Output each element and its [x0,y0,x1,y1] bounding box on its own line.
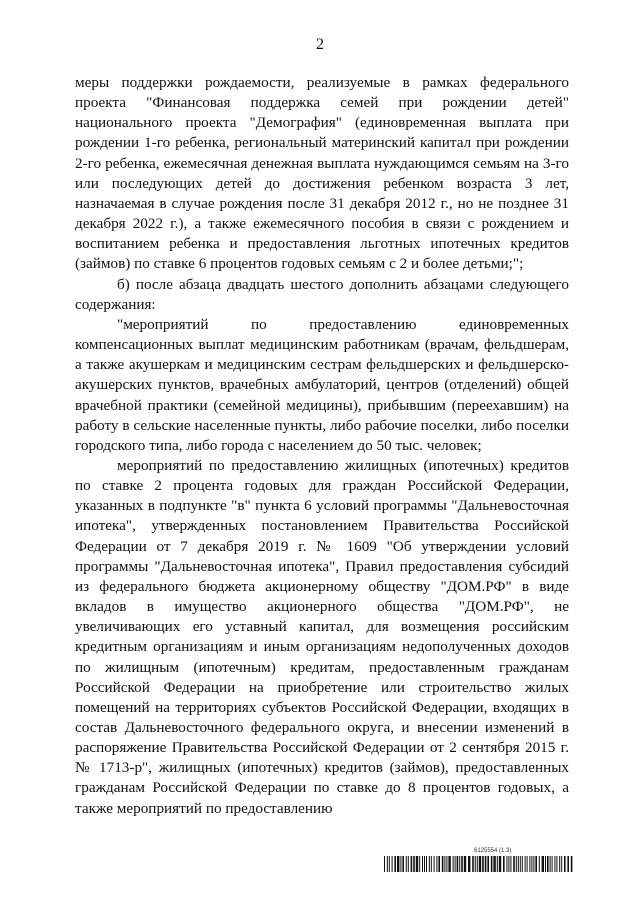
document-code: 6125554 (1.3) [474,848,512,854]
page-number: 2 [316,36,324,53]
document-body [75,73,569,819]
barcode-icon [384,856,574,872]
paragraph-measures-continuation: меры поддержки рождаемости, реализуемые в рамках федерального проекта "Финансовая поддержка семей при рождении детей" национального проекта "Демография" (единовременная выплата при рождении 1-го ребенка, региональный материнский капитал при рождении 2-го ребенка, ежемесячная денежная выплата нуждающимся семьям на 3-го или последующих детей до достижения ребенком возраста 3 лет, назначаемая в случае рождения после 31 декабря 2012 г., но не позднее 31 декабря 2022 г.), а также ежемесячного пособия в связи с рождением и воспитанием ребенка и предоставления льготных ипотечных кредитов (займов) по ставке 6 процентов годовых семьям с 2 и более детьми;"; [75,74,569,273]
paragraph-medical-payments: "мероприятий по предоставлению единовременных компенсационных выплат медицинским работникам (врачам, фельдшерам, а также акушеркам и медицинским сестрам фельдшерских и фельдшерско-акушерских пунктов, врачебных амбулаторий, центров (отделений) общей врачебной практики (семейной медицины), прибывшим (переехавшим) на работу в сельские населенные пункты, либо рабочие поселки, либо поселки городского типа, либо города с населением до 50 тыс. человек; [75,315,569,454]
paragraph-mortgage-measures: мероприятий по предоставлению жилищных (ипотечных) кредитов по ставке 2 процента годовых для граждан Российской Федерации, указанных в подпункте "в" пункта 6 условий программы "Дальневосточная ипотека", утвержденных постановлением Правительства Российской Федерации от 7 декабря 2019 г. № 1609 "Об утверждении условий программы "Дальневосточная ипотека", Правил предоставления субсидий из федерального бюджета акционерному обществу "ДОМ.РФ" в виде вкладов в имущество акционерного общества "ДОМ.РФ", не увеличивающих его уставный капитал, для возмещения российским кредитным организациям и иным организациям недополученных доходов по жилищным (ипотечным) кредитам, предоставленным гражданам Российской Федерации на приобретение или строительство жилых помещений на территориях субъектов Российской Федерации, входящих в состав Дальневосточного федерального округа, и внесении изменений в распоряжение Правительства Российской Федерации от 2 сентября 2015 г. № 1713-р", жилищных (ипотечных) кредитов (займов), предоставленных гражданам Российской Федерации по ставке до 8 процентов годовых, а также мероприятий по предоставлению [75,456,569,817]
paragraph-amendment-b: б) после абзаца двадцать шестого дополнить абзацами следующего содержания: [75,275,569,313]
